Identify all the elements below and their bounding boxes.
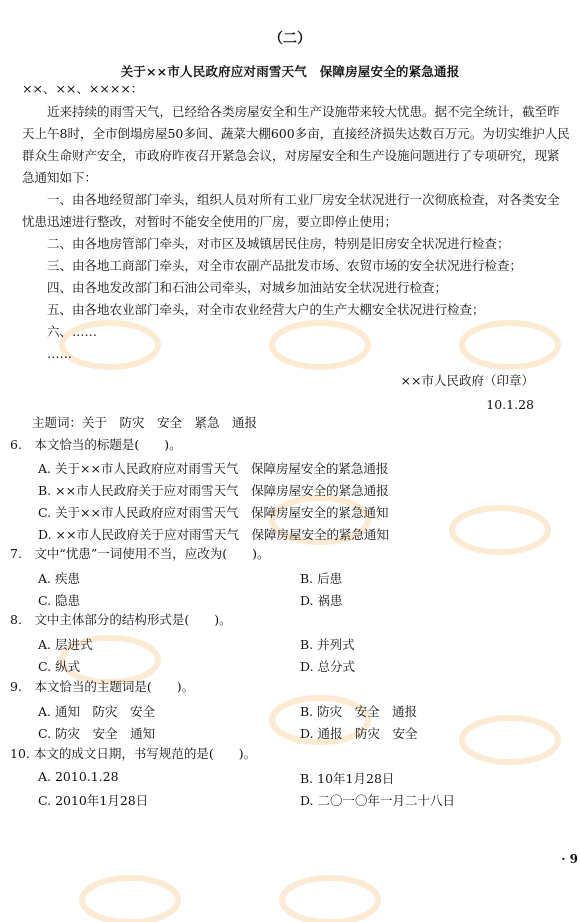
document-title: 关于××市人民政府应对雨雪天气 保障房屋安全的紧急通报 [120, 64, 460, 79]
q6-option-b: B. ××市人民政府关于应对雨雪天气 保障房屋安全的紧急通报 [38, 483, 389, 498]
body-item: 三、由各地工商部门牵头，对全市农副产品批发市场、农贸市场的安全状况进行检查； [47, 258, 523, 273]
question-8: 8. 文中主体部分的结构形式是( )。 [10, 612, 232, 627]
q8-option-c: C. 纵式 [38, 659, 81, 674]
q7-option-a: A. 疾患 [38, 571, 80, 586]
body-item: …… [47, 346, 72, 361]
q9-option-a: A. 通知 防灾 安全 [38, 704, 155, 719]
question-6: 6. 本文恰当的标题是( )。 [10, 437, 182, 452]
section-number: （二） [269, 31, 311, 47]
q9-option-b: B. 防灾 安全 通报 [300, 704, 418, 719]
question-7: 7. 文中“忧患”一词使用不当，应改为( )。 [10, 546, 270, 561]
body-item: 五、由各地农业部门牵头，对全市农业经营大户的生产大棚安全状况进行检查； [47, 302, 485, 317]
question-9: 9. 本文恰当的主题词是( )。 [10, 679, 195, 694]
q6-option-c: C. 关于××市人民政府应对雨雪天气 保障房屋安全的紧急通知 [38, 505, 389, 520]
document-date: 10.1.28 [486, 397, 534, 412]
q8-option-d: D. 总分式 [300, 659, 356, 674]
q9-option-c: C. 防灾 安全 通知 [38, 726, 156, 741]
body-item: 二、由各地房管部门牵头，对市区及城镇居民住房，特别是旧房安全状况进行检查； [47, 236, 510, 251]
q7-option-b: B. 后患 [300, 571, 343, 586]
q6-option-d: D. ××市人民政府关于应对雨雪天气 保障房屋安全的紧急通知 [38, 527, 389, 542]
page-number: · 9 [561, 852, 578, 866]
q10-option-a: A. 2010.1.28 [38, 769, 119, 784]
body-item: 六、…… [47, 324, 98, 339]
q8-option-a: A. 层进式 [38, 637, 93, 652]
q8-option-b: B. 并列式 [300, 637, 355, 652]
q7-option-d: D. 祸患 [300, 593, 343, 608]
q9-option-d: D. 通报 防灾 安全 [300, 726, 418, 741]
document-body [22, 101, 570, 365]
question-10: 10. 本文的成文日期，书写规范的是( )。 [10, 746, 257, 761]
body-paragraph: 近来持续的雨雪天气，已经给各类房屋安全和生产设施带来较大忧患。据不完全统计，截至昨天上午8时，全市倒塌房屋50多间、蔬菜大棚600多亩，直接经济损失达数百万元。为切实维护人民群众生命财产安全，市政府昨夜召开紧急会议，对房屋安全和生产设施问题进行了专项研究，现紧急通知如下： [22, 104, 570, 185]
body-item: 四、由各地发改部门和石油公司牵头，对城乡加油站安全状况进行检查； [47, 280, 448, 295]
q7-option-c: C. 隐患 [38, 593, 81, 608]
q6-option-a: A. 关于××市人民政府应对雨雪天气 保障房屋安全的紧急通报 [38, 461, 389, 476]
body-item: 一、由各地经贸部门牵头，组织人员对所有工业厂房安全状况进行一次彻底检查，对各类安全忧患迅速进行整改，对暂时不能安全使用的厂房，要立即停止使用； [22, 192, 560, 229]
signature: ××市人民政府（印章） [400, 373, 534, 388]
subject-keywords: 主题词：关于 防灾 安全 紧急 通报 [32, 415, 258, 430]
q10-option-d: D. 二〇一〇年一月二十八日 [300, 793, 456, 808]
q10-option-c: C. 2010年1月28日 [38, 793, 149, 808]
q10-option-b: B. 10年1月28日 [300, 771, 395, 786]
recipients: ××、××、××××： [22, 81, 144, 96]
